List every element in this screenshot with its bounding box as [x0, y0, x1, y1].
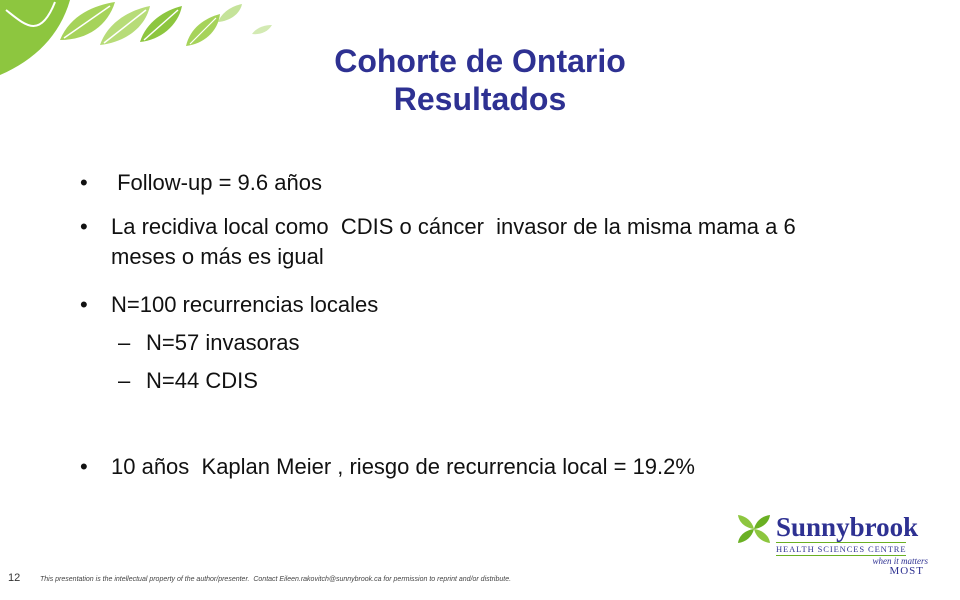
title-line-2: Resultados	[393, 81, 567, 117]
logo-tagline: when it matters	[872, 556, 928, 566]
sunnybrook-logo	[736, 510, 936, 582]
logo-subtitle: HEALTH SCIENCES CENTRE	[776, 544, 907, 554]
bullet-marker: •	[80, 214, 88, 239]
bullet-text: 10 años Kaplan Meier , riesgo de recurrencia local = 19.2%	[111, 454, 695, 479]
bullet-text: La recidiva local como CDIS o cáncer invasor de la misma mama a 6 meses o más es igual	[111, 214, 802, 269]
sub-bullet-text: N=57 invasoras	[146, 330, 300, 355]
sub-bullet-text: N=44 CDIS	[146, 368, 258, 393]
bullet-text: Follow-up = 9.6 años	[111, 170, 322, 195]
flower-logo-icon	[736, 512, 772, 546]
bullet-marker: •	[80, 292, 88, 317]
bullet-marker: •	[80, 170, 88, 195]
page-number: 12	[8, 572, 21, 584]
bullet-text: N=100 recurrencias locales	[111, 292, 379, 317]
logo-tagline-most: MOST	[889, 565, 924, 577]
title-line-1: Cohorte de Ontario	[334, 43, 626, 79]
sub-bullet-marker: –	[118, 330, 131, 355]
bullet-marker: •	[80, 454, 88, 479]
logo-name: Sunnybrook	[776, 512, 919, 542]
copyright-footer: This presentation is the intellectual property of the author/presenter. Contact Eileen.rakovitch@sunnybrook.ca for permission to reprint and/or distribute.	[40, 576, 512, 583]
sub-bullet-marker: –	[118, 368, 131, 393]
slide-title	[180, 42, 780, 118]
